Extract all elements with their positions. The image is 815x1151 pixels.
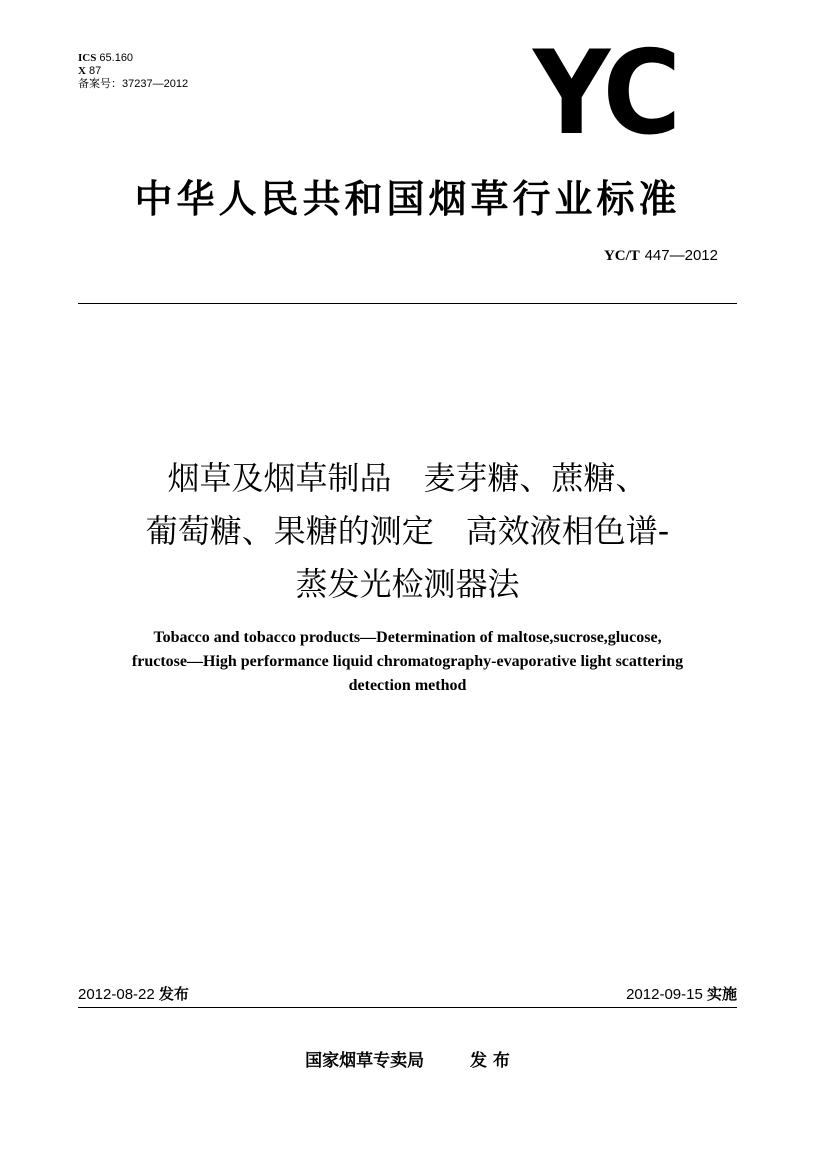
issuer-name: 国家烟草专卖局 [305,1051,425,1071]
top-divider [78,303,737,304]
chinese-title-line: 葡萄糖、果糖的测定 高效液相色谱- [145,512,670,550]
class-line [78,65,188,78]
chinese-title-line: 烟草及烟草制品 麦芽糖、蔗糖、 [167,459,648,497]
issuer-action: 发 布 [469,1051,510,1071]
ics-line [78,52,188,65]
implementation-date-value: 2012-09-15 [626,986,703,1003]
issue-date-label: 发布 [158,985,189,1003]
english-title-line: detection method [348,677,467,694]
class-value: 87 [89,65,102,77]
chinese-title-line: 蒸发光检测器法 [295,565,520,603]
ics-label: ICS [78,52,97,64]
yc-logo: YC [533,26,678,161]
english-title-line: Tobacco and tobacco products—Determination of maltose,sucrose,glucose, [153,629,662,646]
standard-code-number: 447—2012 [644,247,718,264]
bottom-divider [78,1007,737,1008]
english-title [40,626,775,698]
class-label: X [78,65,86,77]
ics-value: 65.160 [99,52,134,64]
issue-date [78,983,189,1004]
industry-standard-title: 中华人民共和国烟草行业标准 [134,177,681,221]
implementation-date-label: 实施 [706,985,737,1003]
chinese-title [0,452,815,611]
implementation-date [626,983,737,1004]
filing-number: 备案号：37237—2012 [78,78,189,90]
standard-code-prefix: YC/T [603,248,640,264]
classification-block [78,52,188,91]
issue-date-value: 2012-08-22 [78,986,155,1003]
issuing-authority [0,1046,815,1071]
standard-code [604,246,718,265]
english-title-line: fructose—High performance liquid chromatography-evaporative light scattering [131,653,684,670]
